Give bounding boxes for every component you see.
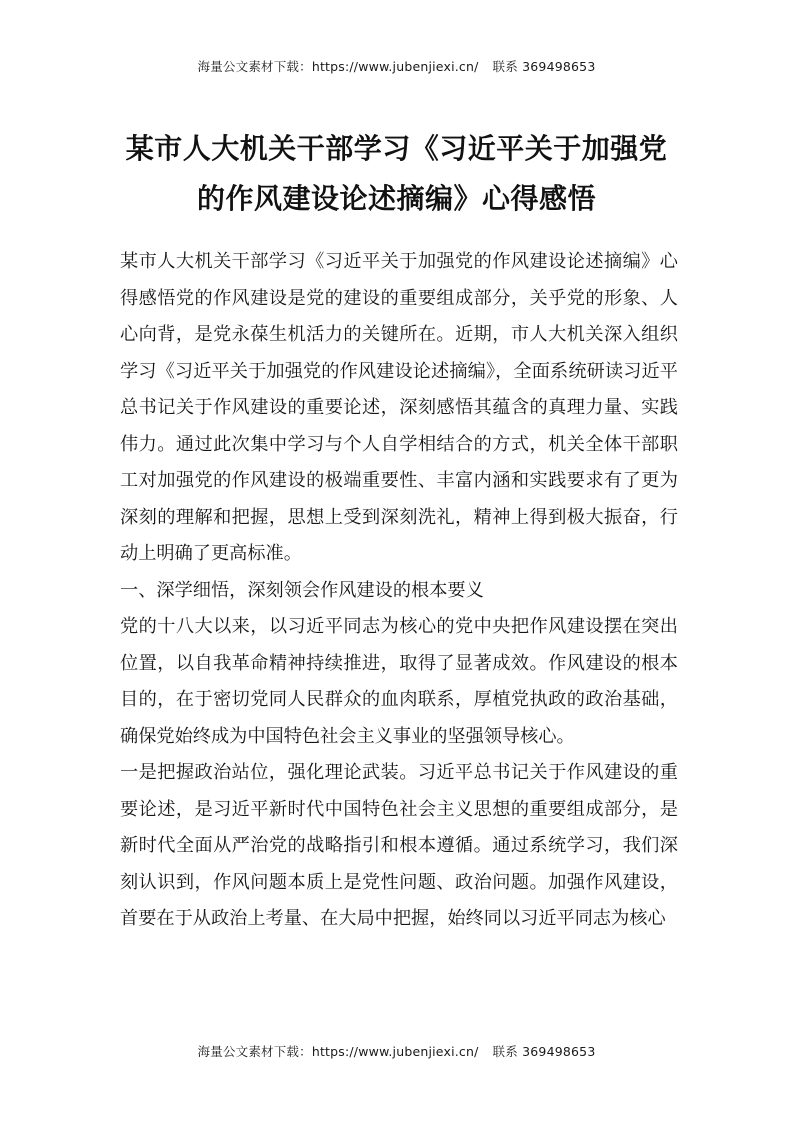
document-body (120, 244, 678, 938)
document-title (110, 124, 683, 224)
header-label: 海量公文素材下载：https://www.jubenjiexi.cn/ (197, 59, 479, 74)
intro-paragraph: 某市人大机关干部学习《习近平关于加强党的作风建设论述摘编》心得感悟党的作风建设是党的建设的重要组成部分，关乎党的形象、人心向背，是党永葆生机活力的关键所在。近期，市人大机关深入组织学习《习近平关于加强党的作风建设论述摘编》，全面系统研读习近平总书记关于作风建设的重要论述，深刻感悟其蕴含的真理力量、实践伟力。通过此次集中学习与个人自学相结合的方式，机关全体干部职工对加强党的作风建设的极端重要性、丰富内涵和实践要求有了更为深刻的理解和把握，思想上受到深刻洗礼，精神上得到极大振奋，行动上明确了更高标准。 (120, 251, 678, 564)
body-paragraph: 一是把握政治站位，强化理论武装。习近平总书记关于作风建设的重要论述，是习近平新时代中国特色社会主义思想的重要组成部分，是新时代全面从严治党的战略指引和根本遵循。通过系统学习，我们深刻认识到，作风问题本质上是党性问题、政治问题。加强作风建设，首要在于从政治上考量、在大局中把握，始终同以习近平同志为核心 (120, 762, 678, 929)
footer-label: 海量公文素材下载：https://www.jubenjiexi.cn/ (197, 1044, 479, 1059)
page-footer (0, 1042, 793, 1060)
section-heading: 一、深学细悟，深刻领会作风建设的根本要义 (120, 579, 484, 601)
header-contact: 联系 369498653 (492, 59, 596, 74)
footer-contact: 联系 369498653 (492, 1044, 596, 1059)
body-paragraph: 党的十八大以来，以习近平同志为核心的党中央把作风建设摆在突出位置，以自我革命精神持续推进，取得了显著成效。作风建设的根本目的，在于密切党同人民群众的血肉联系，厚植党执政的政治基础，确保党始终成为中国特色社会主义事业的坚强领导核心。 (120, 616, 678, 747)
title-line-2: 的作风建设论述摘编》心得感悟 (196, 182, 596, 215)
title-line-1: 某市人大机关干部学习《习近平关于加强党 (125, 132, 668, 165)
page-header (0, 57, 793, 75)
